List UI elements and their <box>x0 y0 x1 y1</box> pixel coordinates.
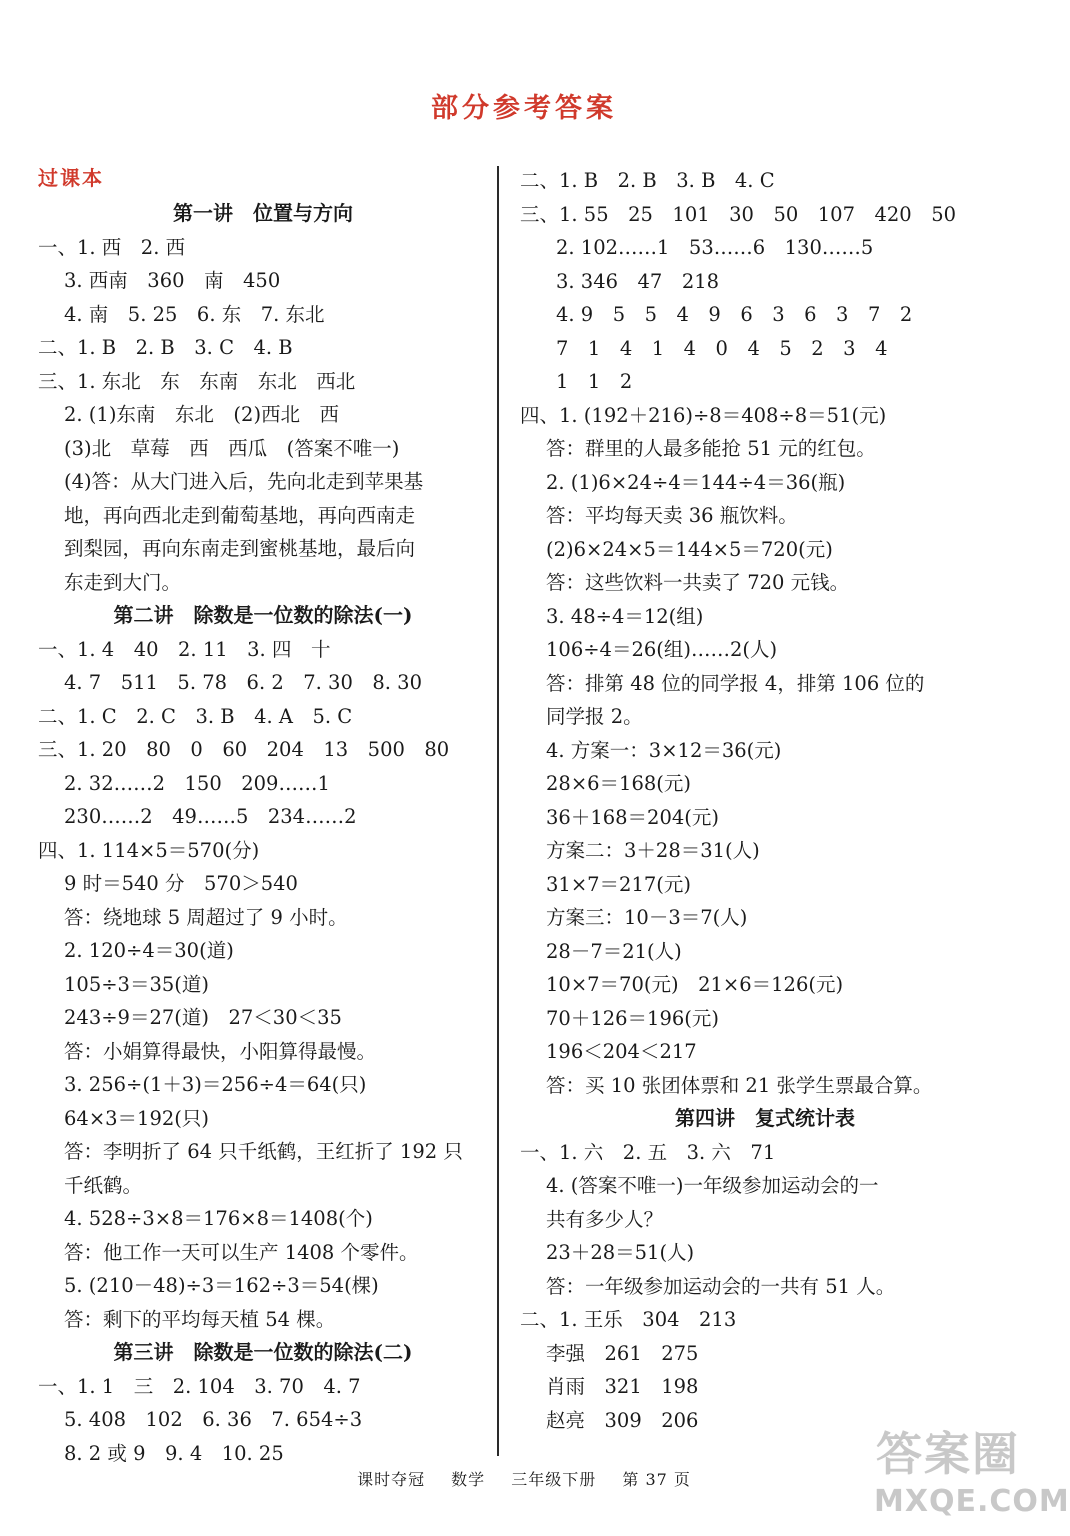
answer-line: 方案二：3＋28＝31(人) <box>546 839 760 862</box>
answer-line: 一、1. 1 三 2. 104 3. 70 4. 7 <box>38 1374 361 1398</box>
answer-line: 赵亮 309 206 <box>546 1408 699 1432</box>
answer-line: 三、1. 东北 东 东南 东北 西北 <box>38 369 356 393</box>
answer-line: 2. (1)6×24÷4＝144÷4＝36(瓶) <box>546 470 846 494</box>
watermark-bottom: MXQE.COM <box>874 1484 1070 1519</box>
answer-line: 答：剩下的平均每天植 54 棵。 <box>64 1307 336 1331</box>
answer-line: 同学报 2。 <box>546 705 643 728</box>
column-divider <box>497 166 499 1456</box>
answer-line: 答：李明折了 64 只千纸鹤，王红折了 192 只 <box>64 1140 463 1163</box>
watermark-logo <box>868 1418 1070 1526</box>
answer-line: (4)答：从大门进入后，先向北走到苹果基 <box>64 470 424 493</box>
answer-line: 243÷9＝27(道) 27＜30＜35 <box>64 1006 342 1029</box>
section-heading: 第二讲 除数是一位数的除法(一) <box>113 603 413 627</box>
answer-line: 3. 西南 360 南 450 <box>64 269 281 292</box>
answer-line: 3. 256÷(1＋3)＝256÷4＝64(只) <box>64 1073 367 1096</box>
page-title: 部分参考答案 <box>431 93 617 124</box>
footer-page-number: 第 37 页 <box>622 1470 691 1489</box>
answer-line: 四、1. (192＋216)÷8＝408÷8＝51(元) <box>520 403 887 427</box>
answer-line: 31×7＝217(元) <box>546 872 691 896</box>
answer-line: 答：平均每天卖 36 瓶饮料。 <box>546 504 798 527</box>
answer-line: 7 1 4 1 4 0 4 5 2 3 4 <box>556 336 888 360</box>
answer-line: 2. 32……2 150 209……1 <box>64 771 330 795</box>
answer-line: 4. (答案不唯一)一年级参加运动会的一 <box>546 1174 879 1197</box>
answer-line: 三、1. 55 25 101 30 50 107 420 50 <box>520 202 957 226</box>
answer-line: 3. 346 47 218 <box>556 269 720 293</box>
right-column <box>520 164 1010 1437</box>
answer-line: 64×3＝192(只) <box>64 1106 209 1130</box>
answer-line: (2)6×24×5＝144×5＝720(元) <box>546 537 833 561</box>
answer-line: 答：绕地球 5 周超过了 9 小时。 <box>64 905 348 929</box>
answer-line: 答：群里的人最多能抢 51 元的红包。 <box>546 437 876 460</box>
answer-line: 2. (1)东南 东北 (2)西北 西 <box>64 403 340 426</box>
answer-line: 肖雨 321 198 <box>546 1375 699 1398</box>
section-heading: 第四讲 复式统计表 <box>675 1106 855 1130</box>
answer-line: 4. 方案一：3×12＝36(元) <box>546 738 782 762</box>
answer-line: 二、1. C 2. C 3. B 4. A 5. C <box>38 704 353 728</box>
answer-line: (3)北 草莓 西 西瓜 (答案不唯一) <box>64 436 400 460</box>
answer-line: 答：他工作一天可以生产 1408 个零件。 <box>64 1240 419 1264</box>
section-tag: 过课本 <box>38 166 104 190</box>
answer-line: 一、1. 六 2. 五 3. 六 71 <box>520 1140 776 1164</box>
answer-line: 共有多少人？ <box>546 1207 664 1231</box>
answer-line: 东走到大门。 <box>64 570 182 594</box>
answer-line: 二、1. 王乐 304 213 <box>520 1308 737 1331</box>
answer-line: 10×7＝70(元) 21×6＝126(元) <box>546 973 844 996</box>
answer-line: 23＋28＝51(人) <box>546 1241 695 1264</box>
answer-line: 5. (210－48)÷3＝162÷3＝54(棵) <box>64 1274 379 1297</box>
answer-line: 105÷3＝35(道) <box>64 972 209 996</box>
section-heading: 第三讲 除数是一位数的除法(二) <box>113 1340 413 1364</box>
answer-line: 四、1. 114×5＝570(分) <box>38 838 260 862</box>
answer-line: 2. 120÷4＝30(道) <box>64 939 234 962</box>
answer-line: 28×6＝168(元) <box>546 772 691 795</box>
answer-line: 二、1. B 2. B 3. B 4. C <box>520 169 775 192</box>
watermark-top: 答案圈 <box>876 1427 1020 1481</box>
footer-series: 课时夺冠 <box>357 1470 426 1489</box>
answer-line: 二、1. B 2. B 3. C 4. B <box>38 336 293 359</box>
answer-line: 106÷4＝26(组)……2(人) <box>546 638 778 661</box>
answer-line: 一、1. 西 2. 西 <box>38 235 186 259</box>
answer-line: 答：排第 48 位的同学报 4，排第 106 位的 <box>546 671 925 695</box>
answer-line: 4. 南 5. 25 6. 东 7. 东北 <box>64 302 325 326</box>
answer-line: 9 时＝540 分 570＞540 <box>64 872 298 895</box>
answer-line: 8. 2 或 9 9. 4 10. 25 <box>64 1441 284 1465</box>
footer-grade: 三年级下册 <box>511 1470 597 1489</box>
answer-line: 答：这些饮料一共卖了 720 元钱。 <box>546 571 850 594</box>
answer-line: 千纸鹤。 <box>64 1173 143 1197</box>
footer-subject: 数学 <box>451 1470 486 1489</box>
answer-line: 28－7＝21(人) <box>546 939 682 963</box>
left-column <box>38 197 488 1470</box>
answer-line: 230……2 49……5 234……2 <box>64 805 357 828</box>
answer-line: 到梨园，再向东南走到蜜桃基地，最后向 <box>64 537 416 560</box>
answer-line: 36＋168＝204(元) <box>546 805 719 829</box>
answer-line: 一、1. 4 40 2. 11 3. 四 十 <box>38 637 331 661</box>
answer-line: 196＜204＜217 <box>546 1040 697 1063</box>
answer-line: 答：一年级参加运动会的一共有 51 人。 <box>546 1274 896 1298</box>
answer-line: 三、1. 20 80 0 60 204 13 500 80 <box>38 738 450 761</box>
answer-line: 70＋126＝196(元) <box>546 1006 719 1030</box>
section-heading: 第一讲 位置与方向 <box>173 201 353 225</box>
answer-line: 答：买 10 张团体票和 21 张学生票最合算。 <box>546 1073 933 1097</box>
answer-line: 5. 408 102 6. 36 7. 654÷3 <box>64 1408 363 1431</box>
answer-line: 2. 102……1 53……6 130……5 <box>556 236 874 259</box>
answer-line: 地，再向西北走到葡萄基地，再向西南走 <box>64 503 416 527</box>
answer-line: 4. 9 5 5 4 9 6 3 6 3 7 2 <box>556 303 913 326</box>
answer-line: 1 1 2 <box>556 370 633 393</box>
answer-line: 方案三：10－3＝7(人) <box>546 906 748 929</box>
answer-line: 李强 261 275 <box>546 1341 699 1365</box>
answer-line: 答：小娟算得最快，小阳算得最慢。 <box>64 1039 377 1063</box>
answer-line: 4. 528÷3×8＝176×8＝1408(个) <box>64 1207 373 1230</box>
answer-line: 4. 7 511 5. 78 6. 2 7. 30 8. 30 <box>64 671 422 694</box>
answer-line: 3. 48÷4＝12(组) <box>546 604 704 628</box>
